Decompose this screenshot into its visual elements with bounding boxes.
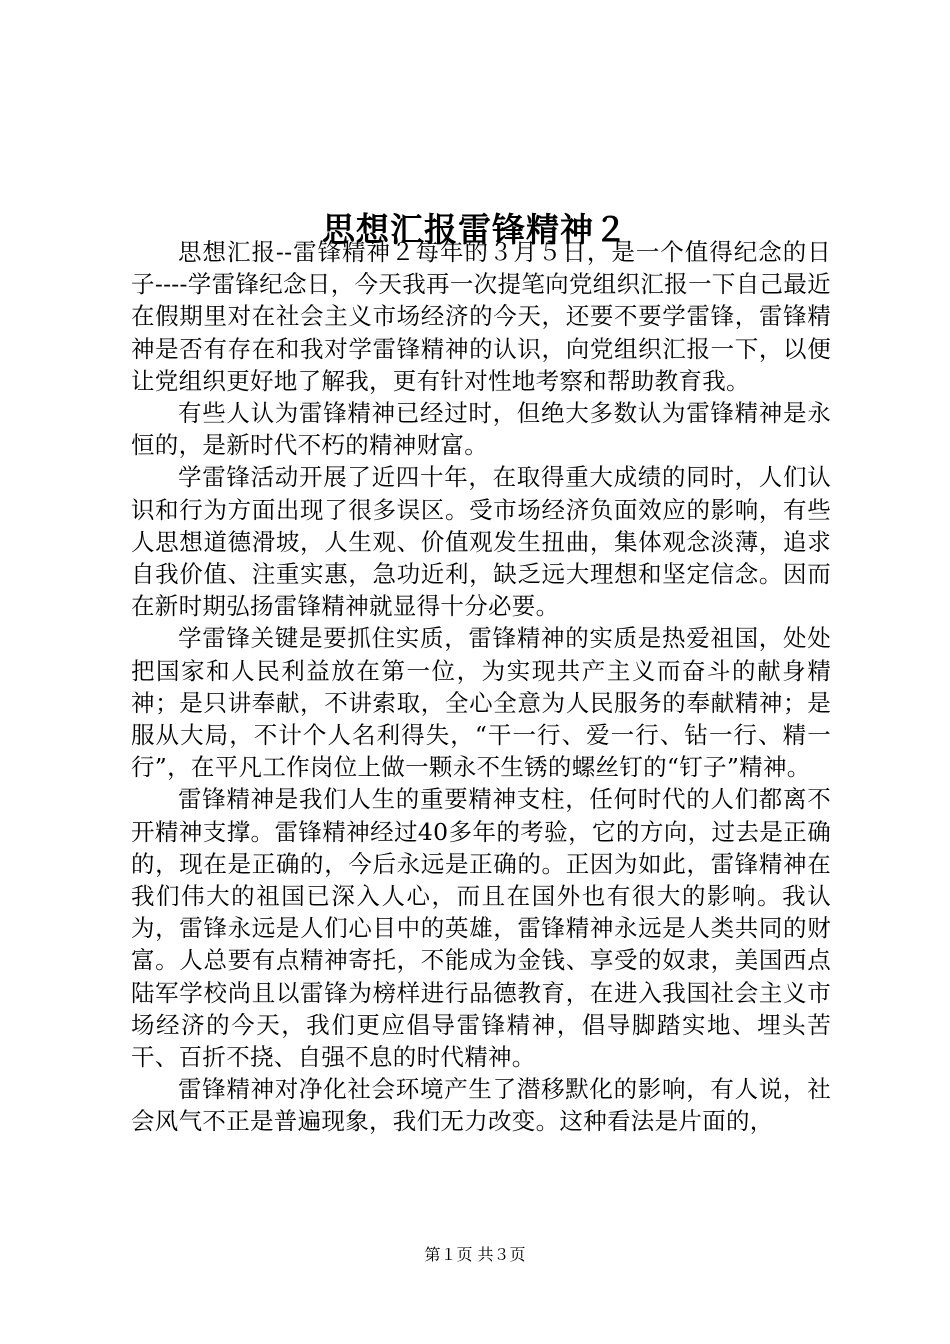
paragraph-2: 有些人认为雷锋精神已经过时，但绝大多数认为雷锋精神是永恒的，是新时代不朽的精神财富。: [131, 399, 831, 460]
page-footer: 第１页 共３页: [424, 1245, 526, 1264]
paragraph-6: 雷锋精神对净化社会环境产生了潜移默化的影响，有人说，社会风气不正是普遍现象，我们无力改变。这种看法是片面的，: [131, 1075, 831, 1136]
paragraph-1: 思想汇报--雷锋精神２每年的３月５日，是一个值得纪念的日子----学雷锋纪念日，今天我再一次提笔向党组织汇报一下自己最近在假期里对在社会主义市场经济的今天，还要不要学雷锋，雷锋精神是否有存在和我对学雷锋精神的认识，向党组织汇报一下，以便让党组织更好地了解我，更有针对性地考察和帮助教育我。: [131, 238, 831, 395]
paragraph-4: 学雷锋关键是要抓住实质，雷锋精神的实质是热爱祖国，处处把国家和人民利益放在第一位，为实现共产主义而奋斗的献身精神；是只讲奉献，不讲索取，全心全意为人民服务的奉献精神；是服从大局，不计个人名利得失，“干一行、爱一行、钻一行、精一行”，在平凡工作岗位上做一颗永不生锈的螺丝钉的“钉子”精神。: [131, 624, 831, 782]
document-title: 思想汇报雷锋精神２: [322, 210, 628, 250]
document-body: [131, 236, 831, 1138]
paragraph-3: 学雷锋活动开展了近四十年，在取得重大成绩的同时，人们认识和行为方面出现了很多误区。受市场经济负面效应的影响，有些人思想道德滑坡，人生观、价值观发生扭曲，集体观念淡薄，追求自我价值、注重实惠，急功近利，缺乏远大理想和坚定信念。因而在新时期弘扬雷锋精神就显得十分必要。: [131, 463, 831, 621]
paragraph-5: 雷锋精神是我们人生的重要精神支柱，任何时代的人们都离不开精神支撑。雷锋精神经过40多年的考验，它的方向，过去是正确的，现在是正确的，今后永远是正确的。正因为如此，雷锋精神在我们伟大的祖国已深入人心，而且在国外也有很大的影响。我认为，雷锋永远是人们心目中的英雄，雷锋精神永远是人类共同的财富。人总要有点精神寄托，不能成为金钱、享受的奴隶，美国西点陆军学校尚且以雷锋为榜样进行品德教育，在进入我国社会主义市场经济的今天，我们更应倡导雷锋精神，倡导脚踏实地、埋头苦干、百折不挠、自强不息的时代精神。: [131, 785, 831, 1072]
